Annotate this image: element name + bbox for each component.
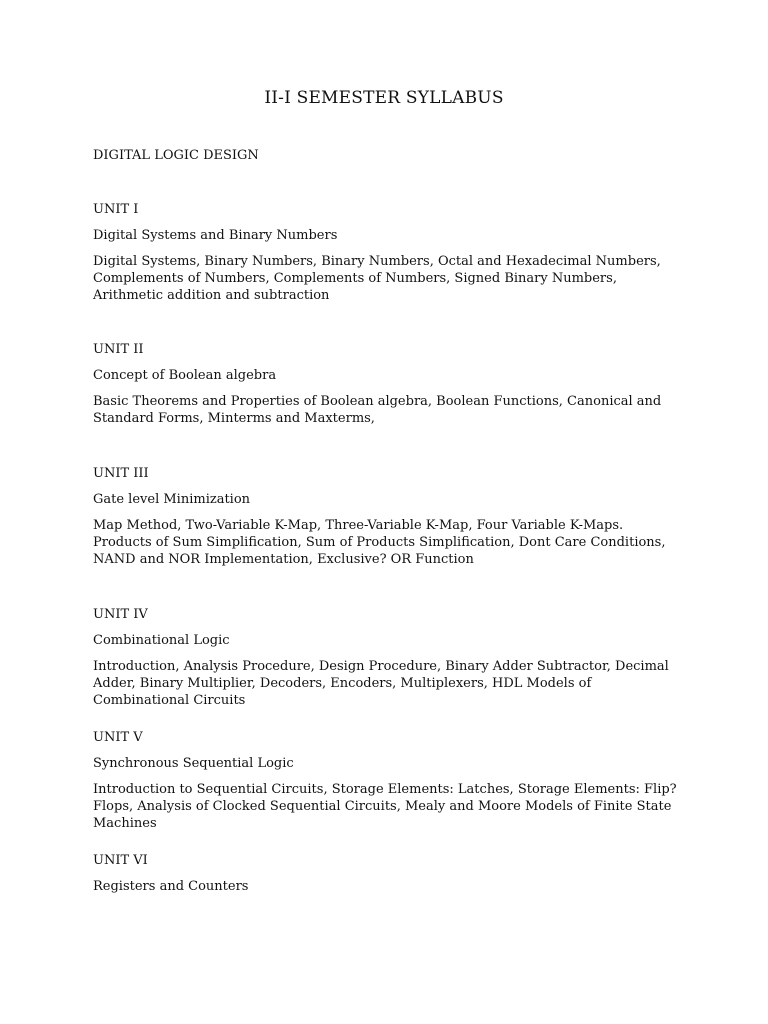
unit-description: Introduction to Sequential Circuits, Storage Elements: Latches, Storage Elements: Flip?Flops, Analysis of Clocked Sequential Circuits, Mealy and Moore Models of Finite State Machines xyxy=(93,782,677,831)
unit-2-section xyxy=(93,342,683,427)
unit-description: Introduction, Analysis Procedure, Design Procedure, Binary Adder Subtractor, Decimal Adder, Binary Multiplier, Decoders, Encoders, Multiplexers, HDL Models of Combinational Circuits xyxy=(93,659,669,708)
unit-1-section xyxy=(93,202,683,304)
unit-topic: Digital Systems and Binary Numbers xyxy=(93,228,338,243)
unit-3-section xyxy=(93,466,683,568)
unit-heading: UNIT III xyxy=(93,466,149,481)
unit-6-section xyxy=(93,853,683,904)
unit-description: Map Method, Two-Variable K-Map, Three-Variable K-Map, Four Variable K-Maps. Products of Sum Simplification, Sum of Products Simplification, Dont Care Conditions, NAND and NOR Implementation, Exclusive? OR Function xyxy=(93,518,666,567)
unit-heading: UNIT V xyxy=(93,730,143,745)
unit-heading: UNIT IV xyxy=(93,607,148,622)
unit-topic: Registers and Counters xyxy=(93,879,249,894)
unit-4-section xyxy=(93,607,683,709)
unit-heading: UNIT II xyxy=(93,342,144,357)
unit-topic: Combinational Logic xyxy=(93,633,230,648)
unit-topic: Gate level Minimization xyxy=(93,492,251,507)
course-title: DIGITAL LOGIC DESIGN xyxy=(93,148,259,163)
unit-description: Digital Systems, Binary Numbers, Binary Numbers, Octal and Hexadecimal Numbers, Complements of Numbers, Complements of Numbers, Signed Binary Numbers, Arithmetic addition and subtraction xyxy=(93,254,661,303)
unit-topic: Concept of Boolean algebra xyxy=(93,368,277,383)
unit-heading: UNIT VI xyxy=(93,853,148,868)
unit-heading: UNIT I xyxy=(93,202,139,217)
unit-5-section xyxy=(93,730,683,832)
unit-description: Basic Theorems and Properties of Boolean algebra, Boolean Functions, Canonical and Standard Forms, Minterms and Maxterms, xyxy=(93,394,662,426)
unit-topic: Synchronous Sequential Logic xyxy=(93,756,294,771)
page-title: II-I SEMESTER SYLLABUS xyxy=(264,88,504,108)
